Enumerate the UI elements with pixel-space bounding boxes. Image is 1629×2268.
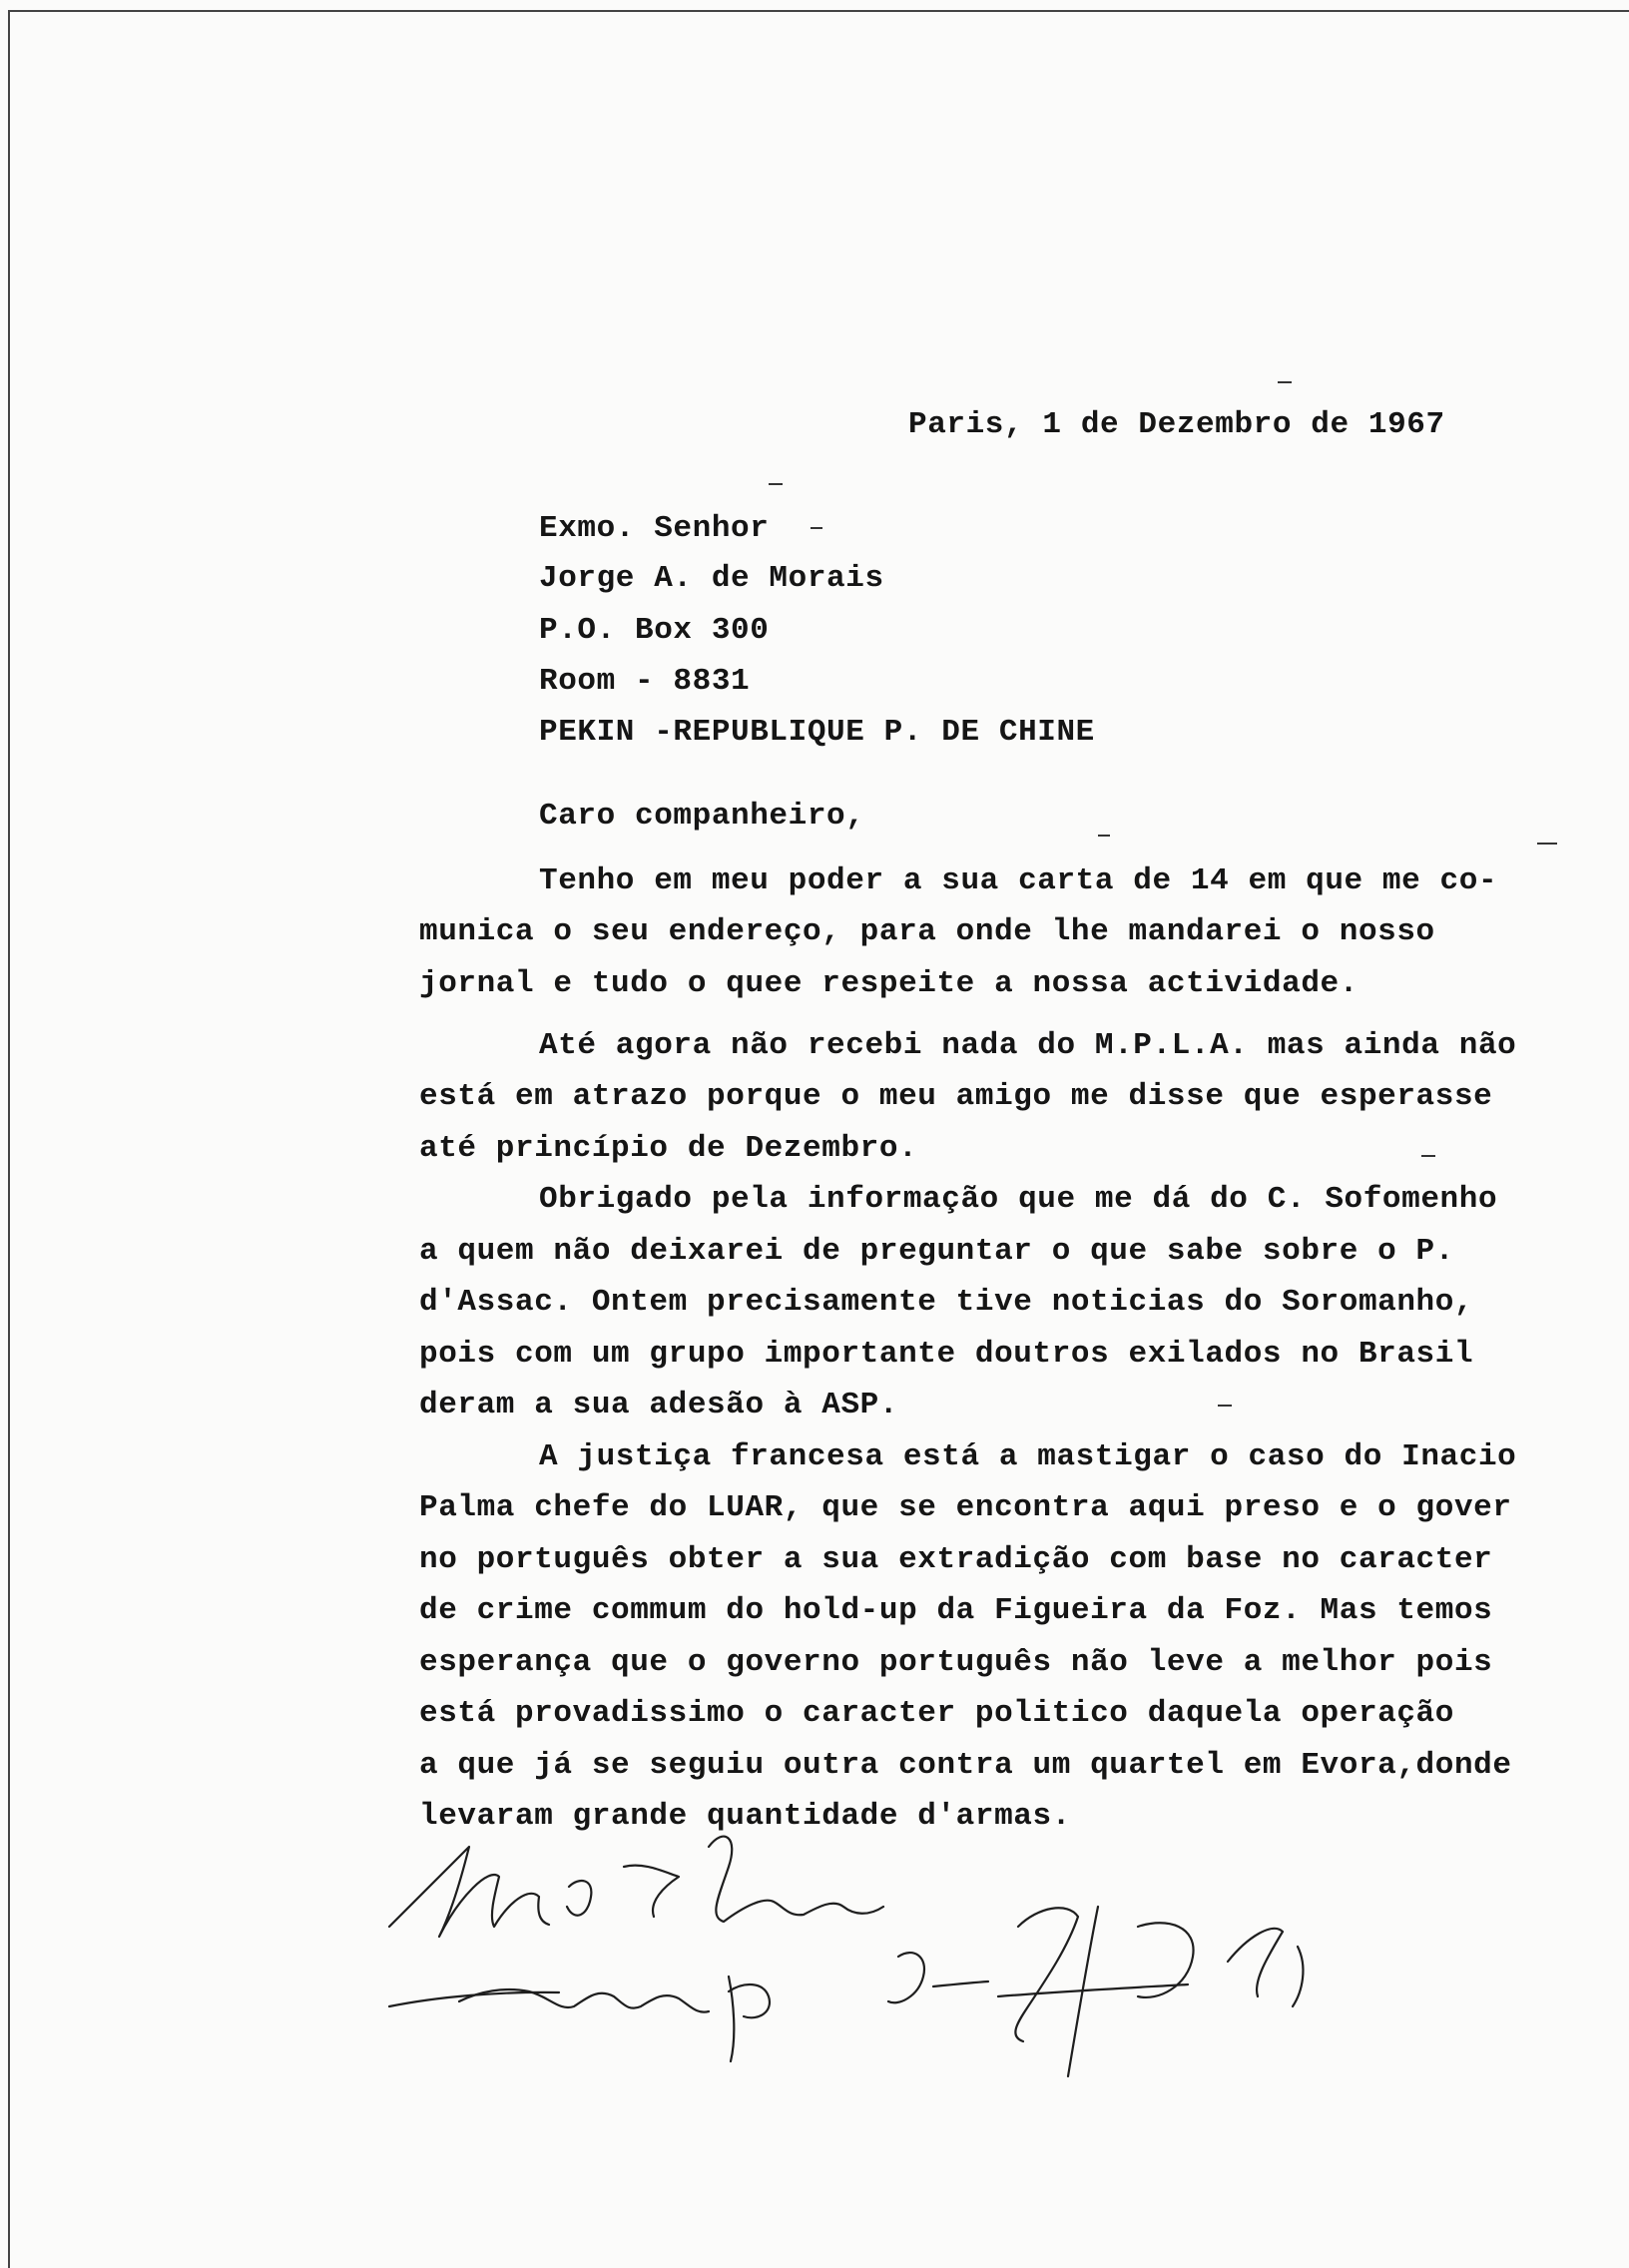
handwritten-signature [379, 1807, 1557, 2136]
stray-mark [1098, 835, 1110, 837]
body-line: A justiça francesa está a mastigar o caso do Inacio [539, 1439, 1517, 1474]
stray-mark [1537, 843, 1557, 845]
body-line: de crime commum do hold-up da Figueira da Foz. Mas temos [419, 1593, 1493, 1628]
address-line: Jorge A. de Morais [539, 561, 884, 596]
stray-mark [769, 483, 783, 485]
body-line: a que já se seguiu outra contra um quartel em Evora,donde [419, 1748, 1512, 1783]
stray-mark [811, 527, 822, 529]
body-line: até princípio de Dezembro. [419, 1131, 918, 1166]
body-line: Tenho em meu poder a sua carta de 14 em que me co- [539, 863, 1498, 898]
date-line: Paris, 1 de Dezembro de 1967 [908, 407, 1445, 442]
address-line: PEKIN -REPUBLIQUE P. DE CHINE [539, 715, 1095, 750]
body-line: no português obter a sua extradição com base no caracter [419, 1542, 1493, 1577]
stray-mark [1278, 381, 1292, 383]
address-line: P.O. Box 300 [539, 613, 770, 648]
address-line: Exmo. Senhor [539, 511, 770, 546]
address-line: Room - 8831 [539, 664, 751, 699]
body-line: d'Assac. Ontem precisamente tive noticias do Soromanho, [419, 1285, 1474, 1320]
body-line: está provadissimo o caracter politico daquela operação [419, 1696, 1454, 1731]
salutation: Caro companheiro, [539, 799, 865, 834]
page-edge-top [8, 10, 1629, 12]
stray-mark [1421, 1155, 1435, 1157]
page-edge-left [8, 10, 10, 2268]
body-line: jornal e tudo o quee respeite a nossa actividade. [419, 966, 1358, 1001]
body-line: Obrigado pela informação que me dá do C. Sofomenho [539, 1182, 1498, 1217]
body-line: esperança que o governo português não leve a melhor pois [419, 1645, 1493, 1680]
body-line: Até agora não recebi nada do M.P.L.A. mas ainda não [539, 1028, 1517, 1063]
body-line: levaram grande quantidade d'armas. [419, 1799, 1071, 1834]
body-line: pois com um grupo importante doutros exilados no Brasil [419, 1337, 1474, 1372]
stray-mark [1218, 1405, 1232, 1407]
body-line: está em atrazo porque o meu amigo me disse que esperasse [419, 1079, 1493, 1114]
body-line: munica o seu endereço, para onde lhe mandarei o nosso [419, 914, 1435, 949]
body-line: deram a sua adesão à ASP. [419, 1388, 899, 1422]
body-line: Palma chefe do LUAR, que se encontra aqui preso e o gover [419, 1490, 1512, 1525]
body-line: a quem não deixarei de preguntar o que sabe sobre o P. [419, 1234, 1454, 1269]
